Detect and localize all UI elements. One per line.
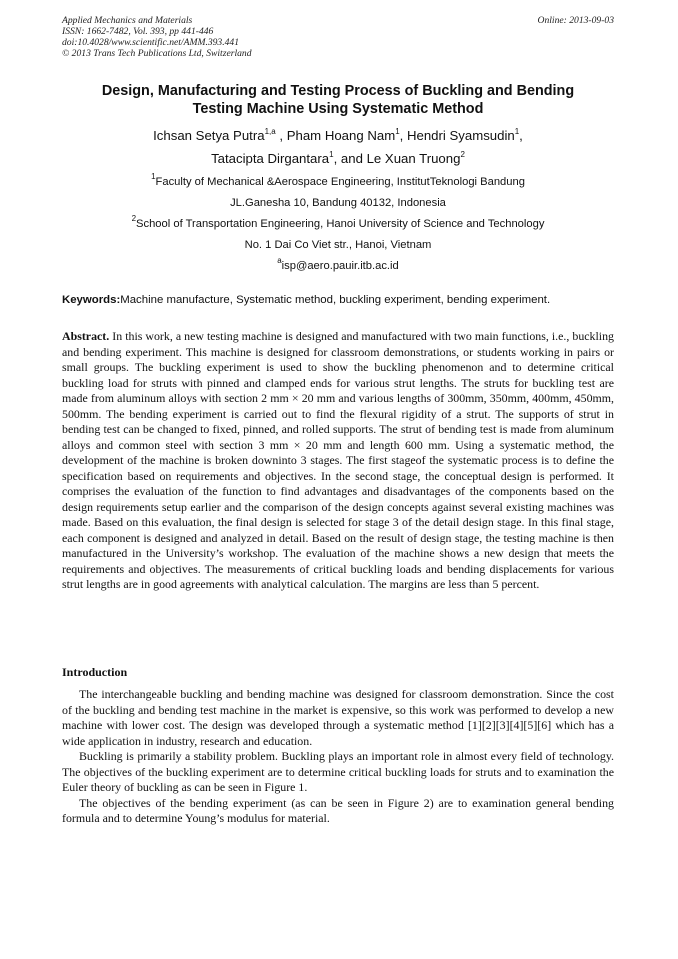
affiliation-sup: 1 — [151, 172, 156, 182]
author-sup: 1 — [329, 149, 334, 159]
keywords-label: Keywords: — [62, 294, 121, 306]
paper-title — [62, 82, 614, 118]
authors-line-2 — [62, 147, 614, 170]
author-name: Le Xuan Truong — [366, 151, 461, 166]
introduction-body — [62, 687, 614, 827]
affiliation-2-line-2: No. 1 Dai Co Viet str., Hanoi, Vietnam — [244, 239, 432, 251]
contact-email — [62, 256, 614, 277]
author-name: Hendri Syamsudin — [406, 128, 515, 143]
abstract-text: In this work, a new testing machine is designed and manufactured with two main functions, i.e., buckling and bending experiment. This machine is designed for classroom demonstrations, or students working in pairs or small groups. The buckling experiment is used to show the buckling phenomenon and to determine critical buckling load for struts with pinned and clamped ends for various strut lengths. The struts for buckling test are made from aluminum alloys with section 2 mm × 20 mm and various lengths of 300mm, 350mm, 400mm, 450mm, 500mm. The bending experiment is carried out to find the flexural rigidity of a strut. The supports of strut in bending test can be changed to fixed, pinned, and rolled supports. The strut of bending test is made from aluminum alloys and common steel with section 3 mm × 20 mm and length 600 mm. Using a systematic method, the development of the machine is broken downinto 3 stages. The first stageof the systematic process is to define the specification based on requirements and objectives. In the second stage, the conceptual design is performed. It comprises the evaluation of the function to find advantages and disadvantages of the components based on the design requirements setup earlier and the comparison of the design concepts against several existing machines was made. Based on this evaluation, the final design is selected for stage 3 of the detail design stage. In this final stage, each component is designed and analyzed in detail. Based on the result of design stage, the testing machine is then manufactured in the University’s workshop. The evaluation of the machine shows a new design that meets the requirements and objectives. The measurements of critical buckling loads and bending displacements for various strut lengths are in good agreements with analytical calculation. The margins are less than 5 percent. — [62, 329, 614, 591]
affiliation-text: School of Transportation Engineering, Hanoi University of Science and Technology — [136, 218, 545, 230]
author-sup: 1 — [395, 126, 400, 136]
author-name: Tatacipta Dirgantara — [211, 151, 330, 166]
abstract-label: Abstract. — [62, 329, 110, 343]
affiliation-text: Faculty of Mechanical &Aerospace Engineering, InstitutTeknologi Bandung — [155, 176, 525, 188]
author-separator: , — [519, 128, 523, 143]
email-text: isp@aero.pauir.itb.ac.id — [281, 260, 399, 272]
journal-name: Applied Mechanics and Materials — [62, 15, 193, 26]
author-sup: 1 — [514, 126, 520, 136]
affiliation-1-line-1 — [62, 172, 614, 193]
keywords-text: Machine manufacture, Systematic method, buckling experiment, bending experiment. — [120, 294, 551, 306]
title-line-1: Design, Manufacturing and Testing Process of Buckling and Bending — [101, 83, 575, 99]
journal-doi: doi:10.4028/www.scientific.net/AMM.393.441 — [62, 37, 240, 48]
online-date: Online: 2013-09-03 — [537, 15, 614, 26]
author-name: Ichsan Setya Putra — [153, 128, 265, 143]
author-separator: , and — [333, 151, 367, 166]
author-list — [62, 124, 614, 170]
affiliations — [62, 172, 614, 277]
journal-issn: ISSN: 1662-7482, Vol. 393, pp 441-446 — [62, 26, 214, 37]
affiliation-2-line-1 — [62, 214, 614, 235]
title-line-2: Testing Machine Using Systematic Method — [192, 101, 484, 117]
author-separator: , — [275, 128, 287, 143]
affiliation-1-line-2: JL.Ganesha 10, Bandung 40132, Indonesia — [230, 197, 446, 209]
authors-line-1 — [62, 124, 614, 147]
section-heading-introduction: Introduction — [62, 665, 128, 679]
email-sup: a — [277, 256, 282, 266]
intro-paragraph: The objectives of the bending experiment (as can be seen in Figure 2) are to examination general bending formula and to determine Young’s modulus for material. — [62, 795, 614, 825]
abstract — [62, 329, 614, 593]
author-name: Pham Hoang Nam — [286, 128, 396, 143]
journal-header — [62, 15, 614, 59]
author-separator: , — [399, 128, 407, 143]
intro-paragraph: Buckling is primarily a stability problem. Buckling plays an important role in almost every field of technology. The objectives of the buckling experiment are to determine critical buckling loads for struts and to examination the Euler theory of buckling as can be seen in Figure 1. — [62, 749, 614, 794]
author-sup: 1,a — [264, 126, 276, 136]
keywords — [62, 292, 614, 308]
journal-copyright: © 2013 Trans Tech Publications Ltd, Switzerland — [62, 48, 252, 59]
author-sup: 2 — [460, 149, 465, 159]
intro-paragraph: The interchangeable buckling and bending machine was designed for classroom demonstration. Since the cost of the buckling and bending test machine in the market is expensive, so this work was performed to develop a new machine with lower cost. The design was developed through a systematic method [1][2][3][4][5][6] which has a wide application in industry, research and education. — [62, 687, 614, 748]
affiliation-sup: 2 — [131, 214, 137, 224]
